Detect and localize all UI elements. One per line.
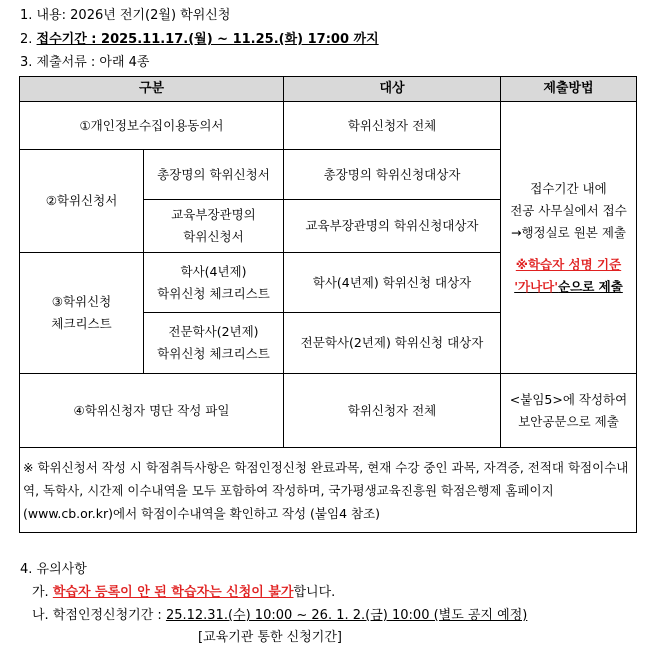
bachelor-checklist-cell [144, 253, 284, 313]
notice-b-period: 25.12.31.(수) 10:00 ~ 26. 1. 2.(금) 10:00 (별도 공지 예정) [165, 608, 528, 623]
checklist-group-line: 체크리스트 [51, 316, 112, 331]
bachelor-target-cell: 학사(4년제) 학위신청 대상자 [284, 253, 501, 313]
col-header-method: 제출방법 [501, 77, 637, 102]
minister-target-cell: 교육부장관명의 학위신청대상자 [284, 200, 501, 253]
minister-form-line: 교육부장관명의 [171, 207, 256, 222]
applicant-list-method-line: <붙임5>에 작성하여 [509, 391, 628, 407]
item-period-number: 2. [20, 32, 37, 47]
associate-checklist-line: 학위신청 체크리스트 [157, 346, 270, 361]
minister-form-line: 학위신청서 [183, 229, 244, 244]
method-line: →행정실로 원본 제출 [510, 224, 627, 240]
col-header-target: 대상 [284, 77, 501, 102]
bachelor-checklist-line: 학위신청 체크리스트 [157, 285, 270, 301]
item-documents: 3. 제출서류 : 아래 4종 [20, 55, 150, 70]
checklist-group [20, 253, 144, 374]
applicant-list-cell: ④학위신청자 명단 작성 파일 [20, 374, 284, 448]
president-form-cell: 총장명의 학위신청서 [144, 150, 284, 200]
bachelor-checklist-line: 학사(4년제) [180, 263, 247, 279]
associate-target-cell: 전문학사(2년제) 학위신청 대상자 [284, 313, 501, 374]
associate-checklist-cell [144, 313, 284, 374]
sort-note-order [504, 276, 633, 298]
sort-note-rest: 순으로 제출 [558, 278, 623, 294]
application-form-group: ②학위신청서 [20, 150, 144, 253]
applicant-list-method-cell [501, 374, 637, 448]
notice-b [32, 607, 527, 625]
method-line: 전공 사무실에서 접수 [510, 202, 627, 218]
notice-a [32, 584, 335, 602]
minister-form-cell [144, 200, 284, 253]
applicant-list-target-cell: 학위신청자 전체 [284, 374, 501, 448]
notice-b-sub: [교육기관 통한 신청기간] [198, 630, 342, 645]
notice-a-prefix: 가. [32, 585, 53, 600]
col-header-category: 구분 [20, 77, 284, 102]
submission-method-cell [501, 102, 637, 374]
table-footnote: ※ 학위신청서 작성 시 학점취득사항은 학점인정신청 완료과목, 현재 수강 중인 과목, 자격증, 전적대 학점이수내역, 독학사, 시간제 이수내역을 모두 포함하여 작성하며, 국가평생교육진흥원 학점은행제 홈페이지(www.cb.or.kr)에서 학점이수내역을 확인하고 작성 (붙임4 참조) [20, 448, 637, 533]
notice-a-suffix: 합니다. [293, 585, 336, 600]
section4-title: 4. 유의사항 [20, 562, 87, 577]
item-content: 1. 내용: 2026년 전기(2월) 학위신청 [20, 8, 231, 23]
consent-form-cell: ①개인정보수집이용동의서 [20, 102, 284, 150]
associate-checklist-line: 전문학사(2년제) [168, 324, 259, 339]
item-period-text: 접수기간 : 2025.11.17.(월) ~ 11.25.(화) 17:00 까지 [36, 32, 379, 47]
notice-b-prefix: 나. 학점인정신청기간 : [32, 608, 166, 623]
sort-note: ※학습자 성명 기준 [515, 256, 622, 272]
documents-table [19, 76, 637, 533]
checklist-group-line: ③학위신청 [51, 294, 112, 309]
consent-target-cell: 학위신청자 전체 [284, 102, 501, 150]
item-period [20, 31, 379, 49]
notice-a-warning: 학습자 등록이 안 된 학습자는 신청이 불가 [52, 585, 294, 600]
president-target-cell: 총장명의 학위신청대상자 [284, 150, 501, 200]
applicant-list-method-line: 보안공문으로 제출 [518, 413, 619, 429]
method-line: 접수기간 내에 [530, 180, 607, 196]
sort-note-key: '가나다' [514, 278, 559, 294]
